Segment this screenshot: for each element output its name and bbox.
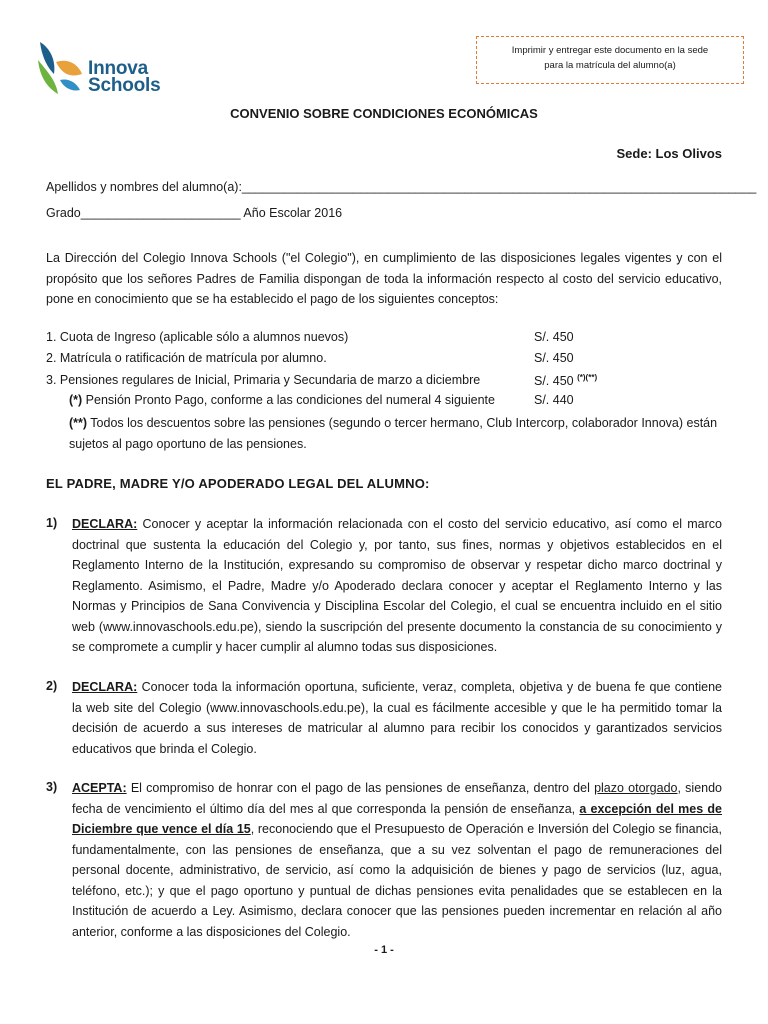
logo-word-schools: Schools — [88, 75, 161, 96]
innova-schools-logo — [36, 40, 166, 98]
clause-1-keyword: DECLARA: — [72, 517, 138, 531]
note-pronto-pago — [69, 393, 495, 407]
clause-1 — [72, 514, 722, 658]
document-title: CONVENIO SOBRE CONDICIONES ECONÓMICAS — [230, 106, 538, 121]
clause-3 — [72, 778, 722, 942]
fee-item-3: 3. Pensiones regulares de Inicial, Primaria y Secundaria de marzo a diciembre — [46, 373, 481, 387]
fee-amount-3 — [534, 373, 597, 388]
fee-amount-3-mark: (*)(**) — [577, 373, 598, 382]
clause-3-text-a: El compromiso de honrar con el pago de las pensiones de enseñanza, dentro del — [126, 781, 595, 795]
fee-amount-2: S/. 450 — [534, 351, 574, 365]
clause-2-keyword: DECLARA: — [72, 680, 138, 694]
note-1-amount: S/. 440 — [534, 393, 574, 407]
clause-1-text: Conocer y aceptar la información relacionada con el costo del servicio educativo, así como el marco doctrinal que sustenta la educación del Colegio y, por tanto, sus fines, normas y objetivos establecidos en el Reglamento Interno de la Institución, expresando su compromiso de observar y respetar dicho marco doctrinal y Reglamento. Asimismo, el Padre, Madre y/o Apoderado declara conocer y aceptar el Reglamento Interno y las Normas y Principios de Sana Convivencia y Disciplina Escolar del Colegio, el cual se encuentra incluido en el sitio web (www.innovaschools.edu.pe), siendo la suscripción del presente documento la constancia de su conocimiento y se compromete a cumplir y hacer cumplir al alumno todas sus disposiciones. — [72, 517, 722, 654]
note-1-mark: (*) — [69, 393, 83, 407]
student-name-field: Apellidos y nombres del alumno(a):__________________________________________________________________________ — [46, 180, 757, 194]
clause-3-plazo: plazo otorgado — [594, 781, 678, 795]
clause-3-keyword: ACEPTA: — [72, 781, 127, 795]
note-2-mark: (**) — [69, 416, 88, 430]
note-descuentos — [69, 413, 719, 454]
clause-2-number: 2) — [46, 679, 58, 693]
page-number: - 1 - — [374, 944, 394, 956]
clause-3-exception: a excepción del mes de Diciembre que vence el día 15 — [72, 801, 722, 836]
clause-2 — [72, 677, 722, 759]
print-notice-box — [476, 36, 744, 84]
fee-amount-3-value: S/. 450 — [534, 374, 574, 389]
fee-item-2: 2. Matrícula o ratificación de matrícula por alumno. — [46, 351, 327, 365]
notice-line-1: Imprimir y entregar este documento en la sede — [511, 45, 709, 56]
note-1-text: Pensión Pronto Pago, conforme a las condiciones del numeral 4 siguiente — [82, 393, 495, 407]
clause-3-text-c: , reconociendo que el Presupuesto de Operación e Inversión del Colegio se financia, fundamentalmente, con las pensiones de enseñanza, que a su vez solventan el pago de remuneraciones del personal docente, administrativo, de servicio, así como la adquisición de bienes y pago de servicios (luz, agua, teléfono, etc.); y que el pago oportuno y puntual de dichas pensiones evita penalidades que se establecen en la Institución de acuerdo a Ley. Asimismo, declara conocer que las pensiones pueden incrementar en relación al año anterior, conforme a las disposiciones del Colegio. — [72, 822, 722, 939]
fee-item-1: 1. Cuota de Ingreso (aplicable sólo a alumnos nuevos) — [46, 330, 349, 344]
note-2-text: Todos los descuentos sobre las pensiones (segundo o tercer hermano, Club Intercorp, colaborador Innova) están sujetos al pago oportuno de las pensiones. — [69, 416, 718, 451]
clause-2-text: Conocer toda la información oportuna, suficiente, veraz, completa, objetiva y de buena fe que contiene la web site del Colegio (www.innovaschools.edu.pe), la cual es fácilmente accesible y que le ha permitido tomar la decisión de acuerdo a sus intereses de matricular al alumno para recibir los conocidos y garantizados servicios educativos que brinda el Colegio. — [72, 680, 722, 756]
leaf-logo-icon — [36, 40, 86, 98]
clause-3-text-b: , siendo fecha de vencimiento el último día del mes al que corresponda la pensión de enseñanza, — [72, 781, 723, 816]
intro-paragraph: La Dirección del Colegio Innova Schools ("el Colegio"), en cumplimiento de las disposiciones legales vigentes y con el propósito que los señores Padres de Familia dispongan de toda la información respecto al costo del servicio educativo, pone en conocimiento que se ha establecido el pago de los siguientes conceptos: — [46, 251, 722, 306]
logo-word-innova: Innova — [88, 58, 149, 79]
notice-line-2: para la matrícula del alumno(a) — [544, 60, 676, 71]
clause-1-number: 1) — [46, 516, 58, 530]
grade-field: Grado_______________________ Año Escolar 2016 — [46, 206, 343, 220]
section-heading: EL PADRE, MADRE Y/O APODERADO LEGAL DEL ALUMNO: — [46, 476, 430, 491]
sede-label: Sede: Los Olivos — [616, 146, 722, 161]
clause-3-number: 3) — [46, 780, 58, 794]
fee-amount-1: S/. 450 — [534, 330, 574, 344]
